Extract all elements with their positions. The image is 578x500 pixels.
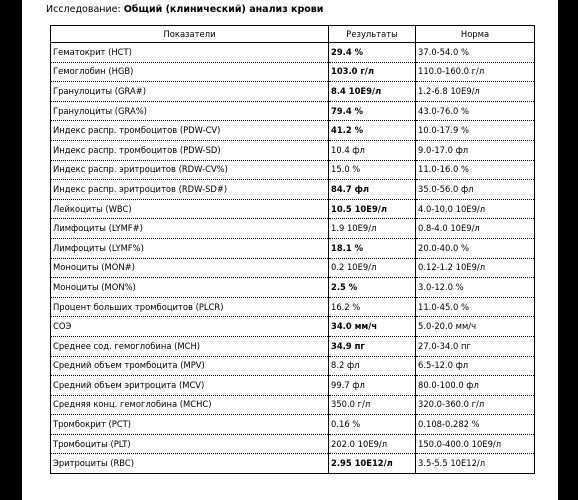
indicator-name: Индекс распр. эритроцитов (RDW-CV%)	[51, 160, 329, 180]
norm-range: 320.0-360.0 г/л	[416, 395, 535, 415]
indicator-name: Лимфоциты (LYMF#)	[51, 219, 329, 239]
result-value: 41.2 %	[329, 121, 416, 141]
result-value: 2.5 %	[329, 278, 416, 298]
indicator-name: Процент больших тромбоцитов (PLCR)	[51, 297, 329, 317]
norm-range: 6.5-12.0 фл	[416, 356, 535, 376]
result-value: 350.0 г/л	[329, 395, 416, 415]
norm-range: 4.0-10.0 10E9/л	[416, 199, 535, 219]
norm-range: 3.5-5.5 10E12/л	[416, 454, 535, 474]
norm-range: 37.0-54.0 %	[416, 43, 535, 63]
results-table	[50, 25, 535, 474]
norm-range: 20.0-40.0 %	[416, 238, 535, 258]
table-row	[51, 199, 535, 219]
indicator-name: Моноциты (MON%)	[51, 278, 329, 298]
indicator-name: Эритроциты (RBC)	[51, 454, 329, 474]
indicator-name: Средний объем тромбоцита (MPV)	[51, 356, 329, 376]
norm-range: 1.2-6.8 10E9/л	[416, 82, 535, 102]
result-value: 34.9 пг	[329, 336, 416, 356]
result-value: 1.9 10E9/л	[329, 219, 416, 239]
result-value: 0.16 %	[329, 415, 416, 435]
result-value: 202.0 10E9/л	[329, 434, 416, 454]
indicator-name: Гранулоциты (GRA#)	[51, 82, 329, 102]
norm-range: 80.0-100.0 фл	[416, 376, 535, 396]
norm-range: 43.0-76.0 %	[416, 101, 535, 121]
result-value: 103.0 г/л	[329, 62, 416, 82]
indicator-name: Индекс распр. тромбоцитов (PDW-SD)	[51, 140, 329, 160]
norm-range: 0.8-4.0 10E9/л	[416, 219, 535, 239]
indicator-name: Тромбокрит (PCT)	[51, 415, 329, 435]
result-value: 79.4 %	[329, 101, 416, 121]
table-row	[51, 434, 535, 454]
table-row	[51, 376, 535, 396]
indicator-name: Гранулоциты (GRA%)	[51, 101, 329, 121]
table-row	[51, 219, 535, 239]
table-row	[51, 415, 535, 435]
indicator-name: Индекс распр. эритроцитов (RDW-SD#)	[51, 180, 329, 200]
result-value: 16.2 %	[329, 297, 416, 317]
indicator-name: Индекс распр. тромбоцитов (PDW-CV)	[51, 121, 329, 141]
indicator-name: Средний объем эритроцита (MCV)	[51, 376, 329, 396]
table-row	[51, 297, 535, 317]
indicator-name: Гемоглобин (HGB)	[51, 62, 329, 82]
result-value: 29.4 %	[329, 43, 416, 63]
indicator-name: СОЭ	[51, 317, 329, 337]
norm-range: 10.0-17.9 %	[416, 121, 535, 141]
indicator-name: Средняя конц. гемоглобина (MCHC)	[51, 395, 329, 415]
result-value: 99.7 фл	[329, 376, 416, 396]
norm-range: 150.0-400.0 10E9/л	[416, 434, 535, 454]
result-value: 10.5 10E9/л	[329, 199, 416, 219]
norm-range: 0.12-1.2 10E9/л	[416, 258, 535, 278]
result-value: 15.0 %	[329, 160, 416, 180]
column-header-norm: Норма	[416, 26, 535, 43]
table-row	[51, 336, 535, 356]
indicator-name: Тромбоциты (PLT)	[51, 434, 329, 454]
result-value: 84.7 фл	[329, 180, 416, 200]
table-row	[51, 43, 535, 63]
table-row	[51, 180, 535, 200]
indicator-name: Моноциты (MON#)	[51, 258, 329, 278]
norm-range: 110.0-160.0 г/л	[416, 62, 535, 82]
indicator-name: Лимфоциты (LYMF%)	[51, 238, 329, 258]
result-value: 34.0 мм/ч	[329, 317, 416, 337]
norm-range: 9.0-17.0 фл	[416, 140, 535, 160]
norm-range: 5.0-20.0 мм/ч	[416, 317, 535, 337]
table-row	[51, 62, 535, 82]
result-value: 0.2 10E9/л	[329, 258, 416, 278]
table-row	[51, 121, 535, 141]
result-value: 18.1 %	[329, 238, 416, 258]
norm-range: 27.0-34.0 пг	[416, 336, 535, 356]
indicator-name: Гематокрит (HCT)	[51, 43, 329, 63]
column-header-result: Результаты	[329, 26, 416, 43]
study-title	[46, 4, 323, 15]
study-name: Общий (клинический) анализ крови	[123, 4, 324, 15]
norm-range: 11.0-16.0 %	[416, 160, 535, 180]
table-row	[51, 258, 535, 278]
indicator-name: Лейкоциты (WBC)	[51, 199, 329, 219]
table-header-row	[51, 26, 535, 43]
table-row	[51, 82, 535, 102]
table-row	[51, 140, 535, 160]
table-row	[51, 356, 535, 376]
table-row	[51, 160, 535, 180]
norm-range: 3.0-12.0 %	[416, 278, 535, 298]
norm-range: 0.108-0.282 %	[416, 415, 535, 435]
table-row	[51, 101, 535, 121]
table-row	[51, 238, 535, 258]
document-page	[22, 0, 558, 500]
table-row	[51, 395, 535, 415]
table-row	[51, 454, 535, 474]
result-value: 8.2 фл	[329, 356, 416, 376]
norm-range: 11.0-45.0 %	[416, 297, 535, 317]
result-value: 10.4 фл	[329, 140, 416, 160]
indicator-name: Среднее сод. гемоглобина (MCH)	[51, 336, 329, 356]
study-label: Исследование:	[46, 4, 121, 15]
column-header-indicator: Показатели	[51, 26, 329, 43]
result-value: 8.4 10E9/л	[329, 82, 416, 102]
table-row	[51, 317, 535, 337]
norm-range: 35.0-56.0 фл	[416, 180, 535, 200]
result-value: 2.95 10E12/л	[329, 454, 416, 474]
table-row	[51, 278, 535, 298]
